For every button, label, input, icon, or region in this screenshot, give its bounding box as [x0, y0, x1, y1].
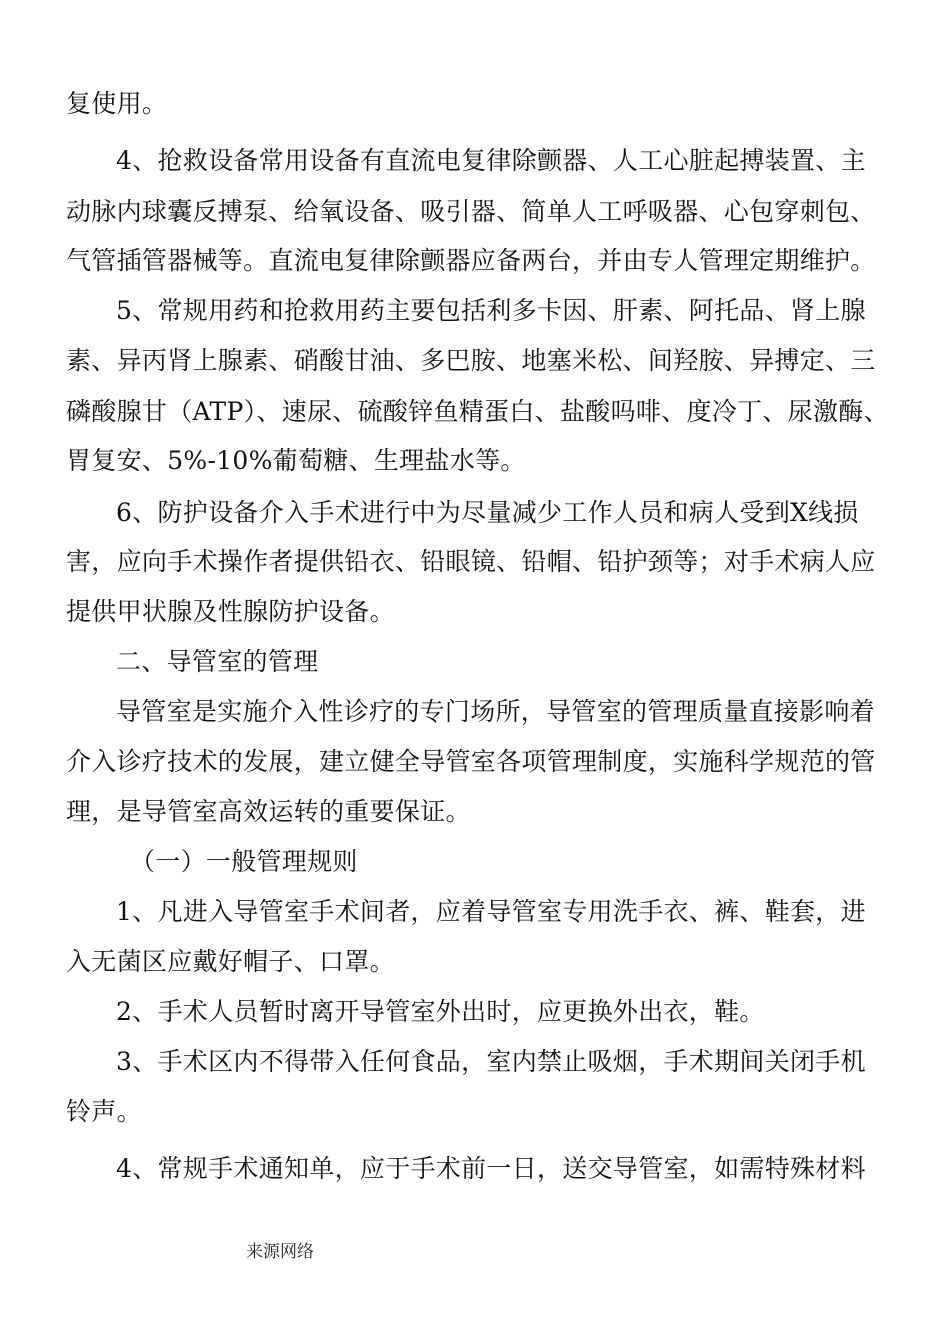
text-line-9: 6、防护设备介入手术进行中为尽量减少工作人员和病人受到X线损	[116, 498, 859, 527]
subsection-heading: （一）一般管理规则	[130, 847, 358, 876]
text-line-22: 4、常规手术通知单，应于手术前一日，送交导管室，如需特殊材料	[116, 1154, 866, 1183]
text-line-21: 铃声。	[66, 1097, 142, 1126]
section-heading: 二、导管室的管理	[116, 647, 319, 676]
footer-source-note: 来源网络	[246, 1242, 314, 1262]
text-line-5: 5、常规用药和抢救用药主要包括利多卡因、肝素、阿托品、肾上腺	[116, 296, 866, 325]
text-line-18: 入无菌区应戴好帽子、口罩。	[66, 947, 395, 976]
text-line-13: 导管室是实施介入性诊疗的专门场所，导管室的管理质量直接影响着	[116, 697, 876, 726]
text-line-6: 素、异丙肾上腺素、硝酸甘油、多巴胺、地塞米松、间羟胺、异搏定、三	[66, 346, 876, 375]
text-line-19: 2、手术人员暂时离开导管室外出时，应更换外出衣，鞋。	[116, 997, 765, 1026]
text-line-2: 4、抢救设备常用设备有直流电复律除颤器、人工心脏起搏装置、主	[116, 146, 866, 175]
text-line-8: 胃复安、5%-10%葡萄糖、生理盐水等。	[66, 446, 526, 475]
text-line-14: 介入诊疗技术的发展，建立健全导管室各项管理制度，实施科学规范的管	[66, 747, 876, 776]
text-line-4: 气管插管器械等。直流电复律除颤器应备两台，并由专人管理定期维护。	[66, 246, 876, 275]
text-line-20: 3、手术区内不得带入任何食品，室内禁止吸烟，手术期间关闭手机	[116, 1047, 866, 1076]
text-line-1: 复使用。	[66, 89, 168, 118]
text-line-17: 1、凡进入导管室手术间者，应着导管室专用洗手衣、裤、鞋套，进	[116, 897, 866, 926]
text-line-3: 动脉内球囊反搏泵、给氧设备、吸引器、简单人工呼吸器、心包穿刺包、	[66, 197, 876, 226]
text-line-15: 理，是导管室高效运转的重要保证。	[66, 797, 471, 826]
text-line-11: 提供甲状腺及性腺防护设备。	[66, 597, 395, 626]
text-line-7: 磷酸腺甘（ATP）、速尿、硫酸锌鱼精蛋白、盐酸吗啡、度冷丁、尿激酶、	[66, 397, 889, 426]
text-line-10: 害，应向手术操作者提供铅衣、铅眼镜、铅帽、铅护颈等；对手术病人应	[66, 547, 876, 576]
